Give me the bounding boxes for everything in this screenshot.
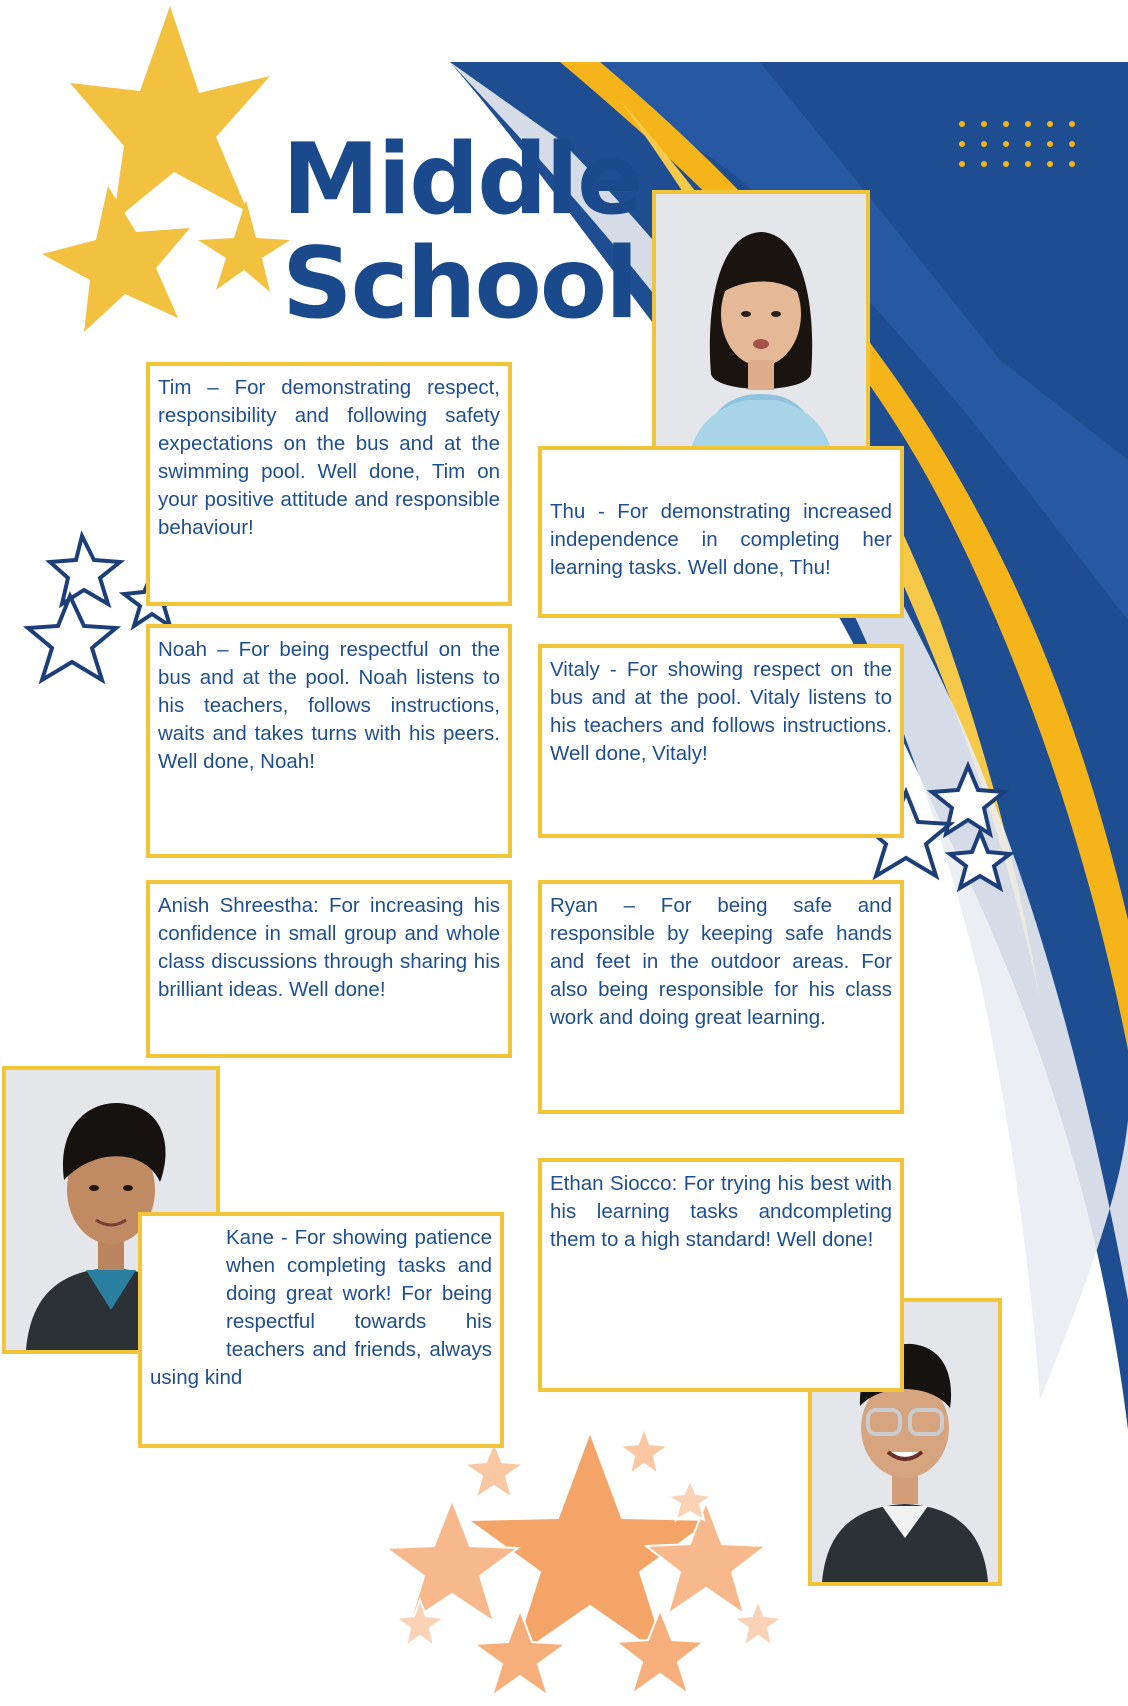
card-text: Thu - For demonstrating increased independence in completing her learning tasks. Well done, Thu!: [550, 500, 892, 579]
photo-thu: [652, 190, 870, 478]
card-text: Ryan – For being safe and responsible by keeping safe hands and feet in the outdoor areas. For also being responsible for his class work and doing great learning.: [550, 894, 892, 1029]
gold-star-large: [70, 6, 270, 222]
card-tim: [146, 362, 512, 606]
peach-star-cluster: [386, 1428, 782, 1696]
card-thu: [538, 446, 904, 618]
card-ryan: [538, 880, 904, 1114]
card-text: Vitaly - For showing respect on the bus and at the pool. Vitaly listens to his teachers and follows instructions. Well done, Vitaly!: [550, 658, 892, 765]
card-text: Ethan Siocco: For trying his best with his learning tasks andcompleting them to a high standard! Well done!: [550, 1172, 892, 1251]
title-line-1: Middle: [282, 123, 642, 237]
title-line-2: School: [282, 227, 637, 341]
page-title: [282, 123, 642, 341]
photo-wrap-spacer: [150, 1224, 226, 1360]
card-text: Noah – For being respectful on the bus and at the pool. Noah listens to his teachers, follows instructions, waits and takes turns with his peers. Well done, Noah!: [158, 638, 500, 773]
gold-star-small: [198, 200, 290, 292]
gold-star-medium: [42, 186, 190, 332]
card-kane: [138, 1212, 504, 1448]
card-anish: [146, 880, 512, 1058]
card-text: Anish Shreestha: For increasing his confidence in small group and whole class discussions through sharing his brilliant ideas. Well done!: [158, 894, 500, 1001]
card-text: Kane - For showing patience when completing tasks and doing great work! For being respectful towards his teachers and friends, always using kind: [150, 1226, 492, 1389]
student-photo-girl-icon: [656, 194, 866, 474]
card-vitaly: [538, 644, 904, 838]
card-noah: [146, 624, 512, 858]
card-ethan: [538, 1158, 904, 1392]
card-text: Tim – For demonstrating respect, responsibility and following safety expectations on the bus and at the swimming pool. Well done, Tim on your positive attitude and responsible behaviour!: [158, 376, 500, 539]
